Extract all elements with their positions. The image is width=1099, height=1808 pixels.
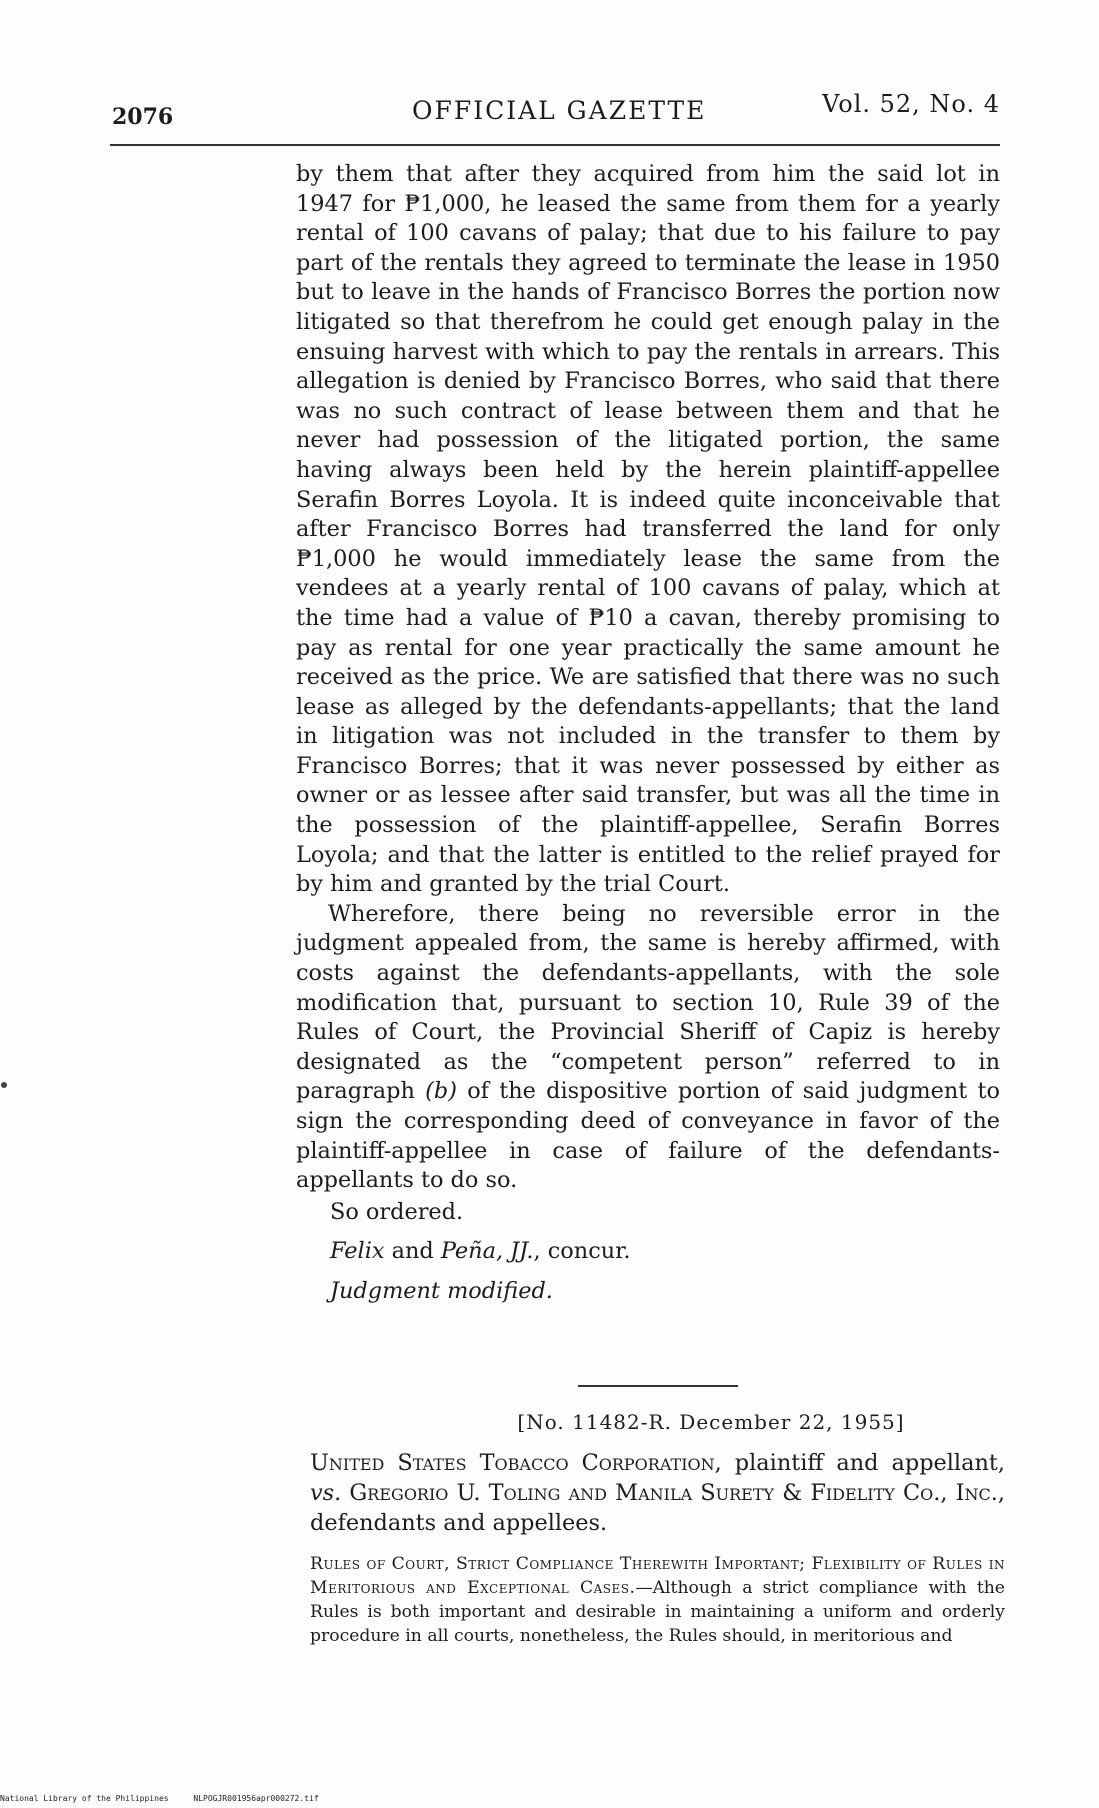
scan-speck <box>1 1082 7 1088</box>
plaintiff-name: United States Tobacco Corporation <box>310 1450 715 1476</box>
and-word: and <box>384 1238 441 1265</box>
syllabus-text: —Although a strict compliance with the Rules is both important and desirable in maintaining a uniform and orderly procedure in all courts, nonetheless, the Rules should, in meritorious and <box>310 1578 1005 1646</box>
file-name: NLPOGJR001956apr000272.tif <box>193 1794 319 1803</box>
syllabus-heading: Rules of Court, Strict Compliance Therewith Important; Flexibility of Rules in Meritorious and Exceptional Cases. <box>310 1554 1005 1598</box>
case-separator <box>578 1385 738 1387</box>
decision-body <box>296 160 1000 1307</box>
so-ordered: So ordered. <box>330 1198 464 1225</box>
wherefore-text-2: of the dispositive portion of said judgment to sign the corresponding deed of conveyance in favor of the plaintiff-appellee in case of failure of the defendants-appellants to do so. <box>296 1078 1000 1194</box>
volume-number: Vol. 52, No. 4 <box>822 90 1000 118</box>
judgment-note <box>296 1277 1000 1307</box>
justice-felix: Felix <box>330 1238 385 1265</box>
concurrence <box>296 1237 1000 1267</box>
concur-word: , concur. <box>533 1238 631 1265</box>
scan-footer <box>0 1794 339 1803</box>
syllabus <box>310 1552 1005 1648</box>
defendant-role: , defendants and appellees. <box>310 1480 1005 1536</box>
publication-title: OFFICIAL GAZETTE <box>412 96 707 125</box>
paragraph-continued: by them that after they acquired from him the said lot in 1947 for ₱1,000, he leased the same from them for a yearly rental of 100 cavans of palay; that due to his failure to pay part of the rentals they agreed to terminate the lease in 1950 but to leave in the hands of Francisco Borres the portion now litigated so that therefrom he could get enough palay in the ensuing harvest with which to pay the rentals in arrears. This allegation is denied by Francisco Borres, who said that there was no such contract of lease between them and that he never had possession of the litigated portion, the same having always been held by the herein plaintiff-appellee Serafin Borres Loyola. It is indeed quite inconceivable that after Francisco Borres had transferred the land for only ₱1,000 he would immediately lease the same from the vendees at a yearly rental of 100 cavans of palay, which at the time had a value of ₱10 a cavan, thereby promising to pay as rental for one year practically the same amount he received as the price. We are satisfied that there was no such lease as alleged by the defendants-appellants; that the land in litigation was not included in the transfer to them by Francisco Borres; that it was never possessed by either as owner or as lessee after said transfer, but was all the time in the possession of the plaintiff-appellee, Serafin Borres Loyola; and that the latter is entitled to the relief prayed for by him and granted by the trial Court. <box>296 161 1000 898</box>
case-parties <box>310 1448 1005 1538</box>
justice-pena: Peña, JJ. <box>440 1238 534 1265</box>
plaintiff-role: , plaintiff and appellant, <box>714 1450 1005 1476</box>
paragraph-reference: (b) <box>425 1078 457 1105</box>
running-head <box>112 90 1000 130</box>
header-rule <box>110 144 1000 146</box>
library-credit: National Library of the Philippines <box>0 1794 169 1803</box>
wherefore-text-1: Wherefore, there being no reversible error in the judgment appealed from, the same is hereby affirmed, with costs against the defendants-appellants, with the sole modification that, pursuant to section 10, Rule 39 of the Rules of Court, the Provincial Sheriff of Capiz is hereby designated as the “competent person” referred to in paragraph <box>296 900 1000 1105</box>
paragraph-wherefore <box>296 900 1000 1196</box>
judgment-modified: Judgment modified. <box>330 1277 553 1304</box>
versus: vs. <box>310 1480 342 1506</box>
defendants-names: Gregorio U. Toling and Manila Surety & Fidelity Co., Inc. <box>341 1480 998 1506</box>
case-number: [No. 11482-R. December 22, 1955] <box>517 1410 905 1434</box>
page-number: 2076 <box>112 104 174 130</box>
